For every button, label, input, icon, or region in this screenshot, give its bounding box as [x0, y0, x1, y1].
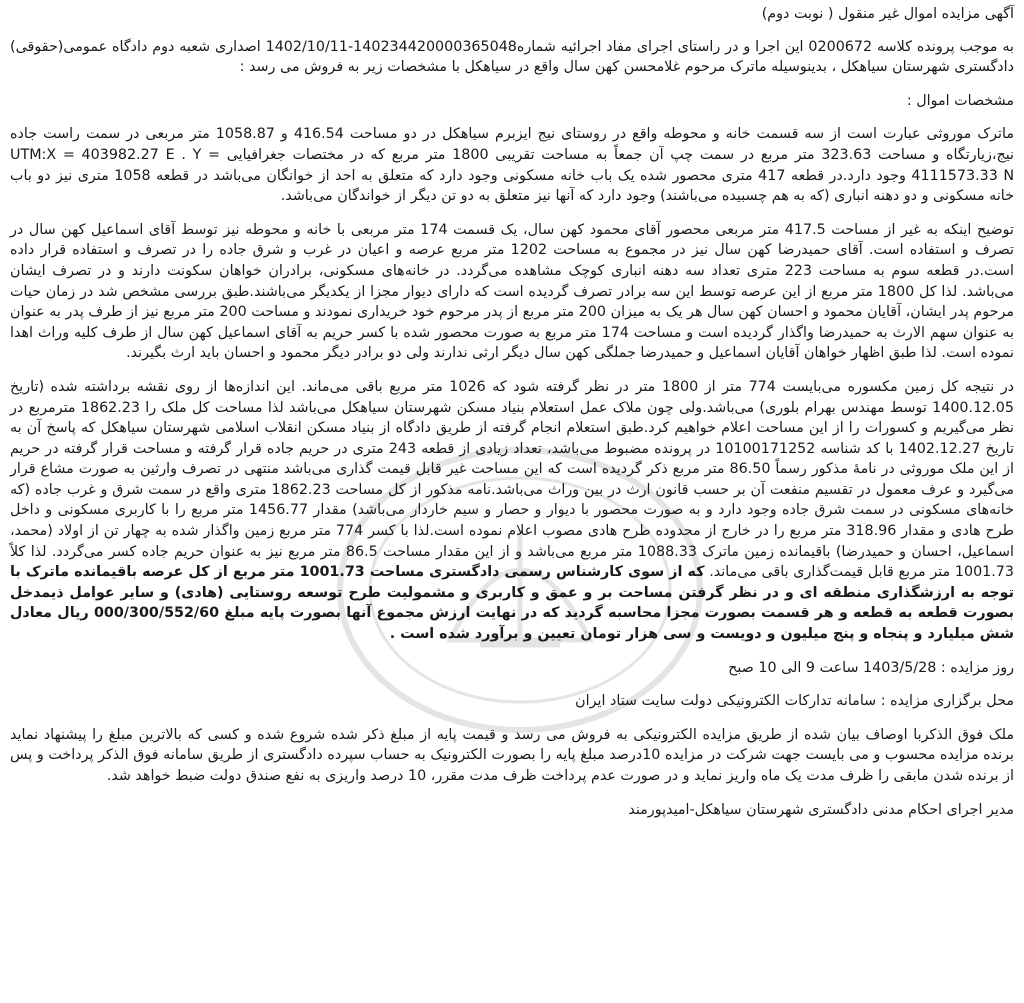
notice-intro: به موجب پرونده کلاسه 0200672 این اجرا و در راستای اجرای مفاد اجرائیه شماره140234420000365048-1402/10/11 اصداری شعبه دوم دادگاه عمومی(حقوقی) دادگستری شهرستان سیاهکل ، بدینوسیله ماترک مرحوم غلامحسن کهن سال واقع در سیاهکل با مشخصات زیر به فروش می رسد : — [10, 38, 1014, 76]
auction-date: روز مزایده : 1403/5/28 ساعت 9 الی 10 صبح — [728, 659, 1014, 676]
ownership-explanation: توضیح اینکه به غیر از مساحت 417.5 متر مربعی محصور آقای محمود کهن سال، یک قسمت 174 متر مربعی با خانه و محوطه نیز توسط آقای اسماعیل کهن سال در تصرف و استفاده است. آقای حمیدرضا کهن سال نیز در مجموع به مساحت 1202 متر مربع عرصه و اعیان در غرب و شرق جاده را در تصرف و استفاده قرار داده است.در قطعه سوم به مساحت 223 متری تعداد سه دهنه انباری کوچک مشاهده می‌گردد. در خانه‌های مسکونی، برادران خواهان سکونت دارند و در تصرف ایشان می‌باشد. لذا کل 1800 متر مربع از این عرصه توسط این سه برادر تصرف گردیده است که دارای دیوار مجزا از یکدیگر می‌باشند.طبق بررسی مشخص شد در زمان حیات مرحوم پدر ایشان، آقایان محمود و احسان کهن سال هر یک به میزان 200 متر مربع از پدر مرحوم خود خریداری نمودند و مساحت 200 متر مربع نیز از طرف پدر به عنوان به عنوان سهم الارث به حمیدرضا واگذار گردیده است و مساحت 174 متر مربع به صورت محصور شده با کسر حریم به آقای اسماعیل کهن سال از طرف کلیه وراث اهدا نموده است. لذا طبق اظهار خواهان آقایان اسماعیل و حمیدرضا جملگی کهن سال دیگر ارثی ندارند ولی دو برادر دیگر محمود و احسان باید ارث بگیرند. — [10, 221, 1014, 362]
auction-location: محل برگزاری مزایده : سامانه تدارکات الکترونیکی دولت سایت ستاد ایران — [575, 693, 1014, 710]
specs-heading: مشخصات اموال : — [906, 92, 1014, 109]
notice-title: آگهی مزایده اموال غیر منقول ( نوبت دوم) — [761, 6, 1014, 22]
area-calculation-text: در نتیجه کل زمین مکسوره می‌بایست 774 متر از 1800 متر در نظر گرفته شود که 1026 متر مربع باقی می‌ماند. این اندازه‌ها از روی نقشه برداشته شده (تاریخ 1400.12.05 توسط مهندس بهرام بلوری) می‌باشد.ولی چون ملاک عمل استعلام بنیاد مسکن شهرستان سیاهکل می‌باشد لذا مساحت کل ملک را 1862.23 مترمربع در نظر می‌گیریم و کسورات را از این مساحت اعلام خواهیم کرد.طبق استعلام انجام گرفته از طریق دادگاه از بنیاد مسکن انقلاب اسلامی شهرستان سیاهکل که پاسخ آن به تاریخ 1402.12.27 با کد شناسه 10100171252 در پرونده مضبوط می‌باشد، تعداد زیادی از قطعه 243 متری در حریم جاده قرار گرفته و مساحت قرار گرفته در حریم از این ملک موروثی در نامهٔ مذکور رسماً 86.50 متر مربع ذکر گردیده است که این مساحت غیر قابل قیمت گذاری می‌باشد منتهی در تصرف وارثین به صورت مشاع قرار می‌گیرد و عرف معمول در تقسیم منفعت آن بر حسب قانون ارث در بین وراث می‌باشد.نامه مذکور از کل مساحت 1862.23 متری واقع در سمت شرق و غرب جاده (که خانه‌های مسکونی در سمت شرق جاده وجود دارد و به صورت محصور با دیوار و حصار و سیم خاردار می‌باشد) مقدار 1456.77 متر مربع را با کاربری مسکونی و داخل طرح هادی و مقدار 318.96 متر مربع را در خارج از محدوده طرح هادی مصوب اعلام نموده است.لذا با کسر 774 متر مربع زمین واگذار شده به چهار تن از اولاد (محمد، اسماعیل، احسان و حمیدرضا) باقیمانده زمین ماترک 1088.33 متر مربع می‌باشد و از این مقدار مساحت 86.5 متر مربع نیز به عنوان حریم جاده کسر می‌گردد. لذا کلاً 1001.73 متر مربع قابل قیمت‌گذاری باقی می‌ماند. — [10, 378, 1014, 581]
area-valuation — [10, 377, 1014, 645]
auction-terms: ملک فوق الذکربا اوصاف بیان شده از طریق مزایده الکترونیکی به فروش می رسد و قیمت پایه از مبلغ ذکر شده شروع شده و کسی که بالاترین مبلغ را پیشنهاد نماید برنده مزایده محسوب و می بایست جهت شرکت در مزایده 10درصد مبلغ پایه را بصورت الکترونیک به حساب سپرده دادگستری از طریق سامانه فوق الذکر پرداخت و پس از برنده شدن مابقی را ظرف مدت یک ماه واریز نماید و در صورت عدم پرداخت ظرف مدت مقرر، 10 درصد واریزی به نفع صندق دولت ضبط خواهد شد. — [10, 726, 1014, 784]
signature: مدیر اجرای احکام مدنی دادگستری شهرستان سیاهکل-امیدپورمند — [628, 801, 1014, 818]
expert-valuation-text: که از سوی کارشناس رسمی دادگستری مساحت 1001.73 متر مربع از کل عرصه باقیمانده ماترک با توجه به ارزشگذاری منطقه ای و در نظر گرفتن مساحت بر و عمق و کاربری و مشمولیت طرح توسعه روستایی (هادی) و سایر عوامل ذیمدخل بصورت قطعه به قطعه و هر قسمت بصورت مجزا محاسبه گردید که در نهایت ارزش مجموع آنها بصورت پایه مبلغ 000/300/552/60 ریال معادل شش میلیارد و پنجاه و پنج میلیون و دویست و سی هزار تومان تعیین و برآورد شده است . — [10, 564, 1015, 643]
auction-notice — [10, 4, 1014, 999]
property-description: ماترک موروثی عبارت است از سه قسمت خانه و محوطه واقع در روستای نیج ایزبرم سیاهکل در دو مساحت 416.54 و 1058.87 متر مربعی در سمت راست جاده نیج،زیارتگاه و مساحت 323.63 متر مربع در سمت چپ آن جمعاً به مساحت تقریبی 1800 متر مربع که در مختصات جغرافیایی UTM:X = 403982.27 E . Y = 4111573.33 N وجود دارد.در قطعه 417 متری محصور شده یک باب خانه مسکونی وجود دارد که متعلق به احد از خوانگان می‌باشد در قطعه 1058 متری نیز دو باب خانه مسکونی و دو دهنه انباری (که به هم چسبیده می‌باشند) وجود دارد که آنها نیز متعلق به دو تن دیگر از خواندگان می‌باشد. — [10, 126, 1015, 205]
